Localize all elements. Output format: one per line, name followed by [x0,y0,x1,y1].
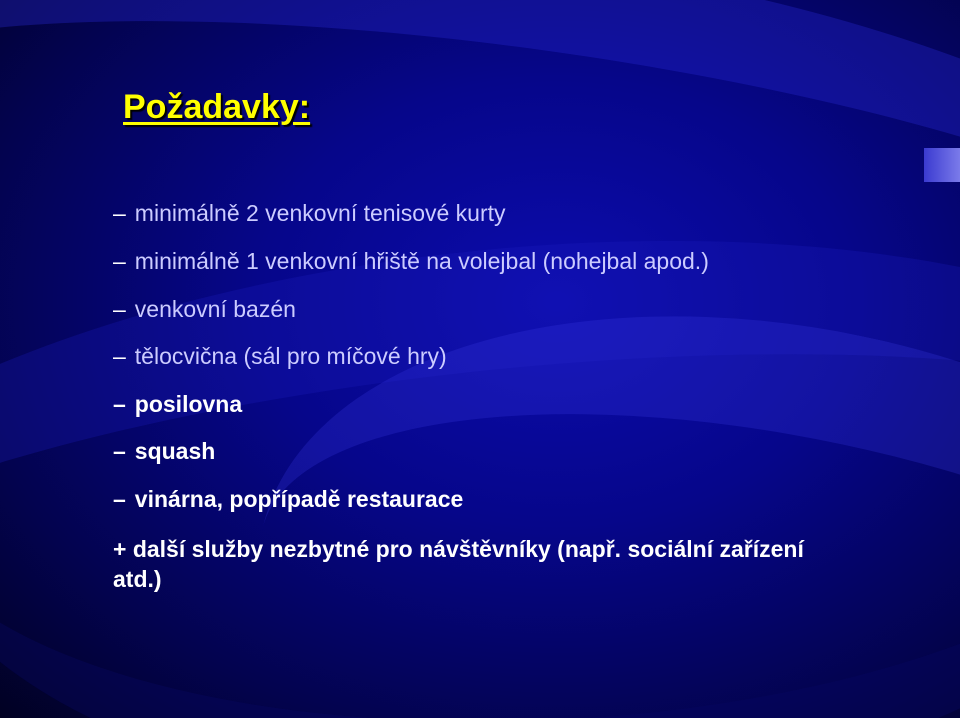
list-item-text: minimálně 2 venkovní tenisové kurty [134,200,506,226]
list-item [113,438,215,465]
bullet-dash: – [113,438,126,464]
bullet-dash: – [113,296,126,322]
additional-services-note: + další služby nezbytné pro návštěvníky (např. sociální zařízení atd.) [113,536,804,592]
list-item [113,343,447,370]
list-item-text: venkovní bazén [134,296,296,322]
background-swoosh [197,223,960,718]
bullet-dash: – [113,343,126,369]
bullet-dash: – [113,486,126,512]
list-item [113,200,506,227]
list-item [113,248,709,275]
list-item [113,296,296,323]
bullet-dash: – [113,391,126,417]
list-item-text: tělocvična (sál pro míčové hry) [134,343,447,369]
list-item-text: minimálně 1 venkovní hřiště na volejbal (nohejbal apod.) [134,248,709,274]
bullet-dash: – [113,248,126,274]
list-item-text: squash [134,438,216,464]
list-item [113,391,242,418]
list-item [113,486,463,513]
bullet-dash: – [113,200,126,226]
edge-decoration [924,148,960,182]
list-item-text: vinárna, popřípadě restaurace [134,486,464,512]
slide-title: Požadavky: [123,88,311,126]
list-item-text: posilovna [134,391,243,417]
